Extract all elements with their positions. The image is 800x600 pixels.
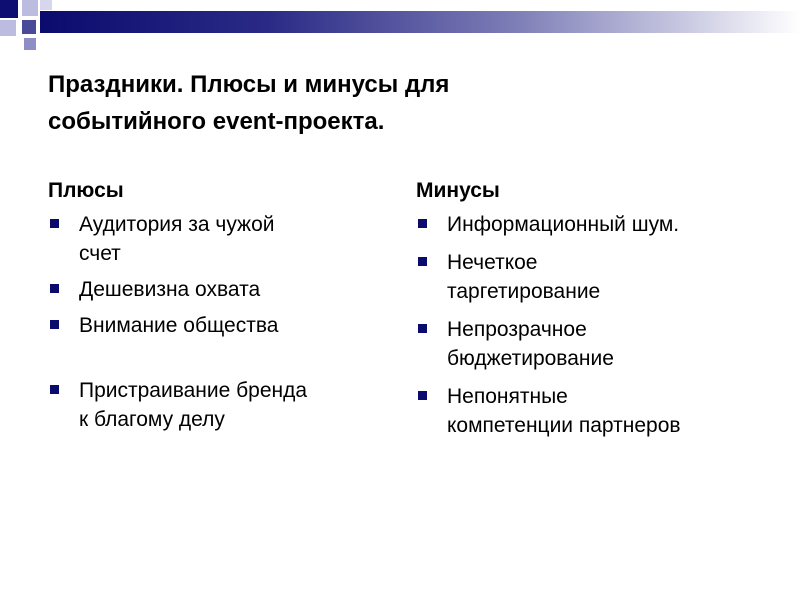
- slide-title: [48, 66, 768, 140]
- slide-title-line: событийного event-проекта.: [48, 108, 385, 135]
- list-item: [416, 210, 776, 239]
- square-bullet-icon: [50, 219, 59, 228]
- list-item-text: к благому делу: [79, 408, 225, 431]
- list-item-text: Пристраивание бренда: [79, 379, 308, 402]
- pros-heading: Плюсы: [48, 179, 124, 202]
- square-bullet-icon: [418, 391, 427, 400]
- list-item-text: Информационный шум.: [447, 213, 680, 236]
- square-bullet-icon: [50, 385, 59, 394]
- list-item: [48, 210, 378, 268]
- list-item-text: Нечеткое: [447, 251, 538, 274]
- list-item-text: Непонятные: [447, 385, 568, 408]
- slide-title-line: Праздники. Плюсы и минусы для: [48, 71, 450, 98]
- list-item-text: Непрозрачное: [447, 318, 587, 341]
- list-item-text: бюджетирование: [447, 347, 614, 370]
- list-item: [416, 315, 776, 373]
- list-item-text: Дешевизна охвата: [79, 278, 261, 301]
- square-bullet-icon: [418, 219, 427, 228]
- list-item: [416, 248, 776, 306]
- decor-square: [0, 0, 18, 18]
- pros-list: [48, 210, 378, 434]
- list-item: [48, 311, 378, 340]
- list-item-text: таргетирование: [447, 280, 601, 303]
- pros-column: [48, 176, 378, 441]
- square-bullet-icon: [50, 320, 59, 329]
- list-item: [48, 376, 378, 434]
- square-bullet-icon: [418, 257, 427, 266]
- list-item: [48, 275, 378, 304]
- decor-square: [24, 38, 36, 50]
- decor-square: [22, 0, 38, 16]
- cons-list: [416, 210, 776, 440]
- list-item: [416, 382, 776, 440]
- list-item-text: Внимание общества: [79, 314, 279, 337]
- square-bullet-icon: [418, 324, 427, 333]
- decor-square: [22, 20, 36, 34]
- header-gradient-band: [40, 11, 800, 33]
- list-item-text: счет: [79, 242, 121, 265]
- square-bullet-icon: [50, 284, 59, 293]
- decor-square: [0, 20, 16, 36]
- list-item-text: компетенции партнеров: [447, 414, 681, 437]
- decor-square: [40, 0, 52, 10]
- cons-column: [416, 176, 776, 449]
- list-item-text: Аудитория за чужой: [79, 213, 275, 236]
- cons-heading: Минусы: [416, 179, 500, 202]
